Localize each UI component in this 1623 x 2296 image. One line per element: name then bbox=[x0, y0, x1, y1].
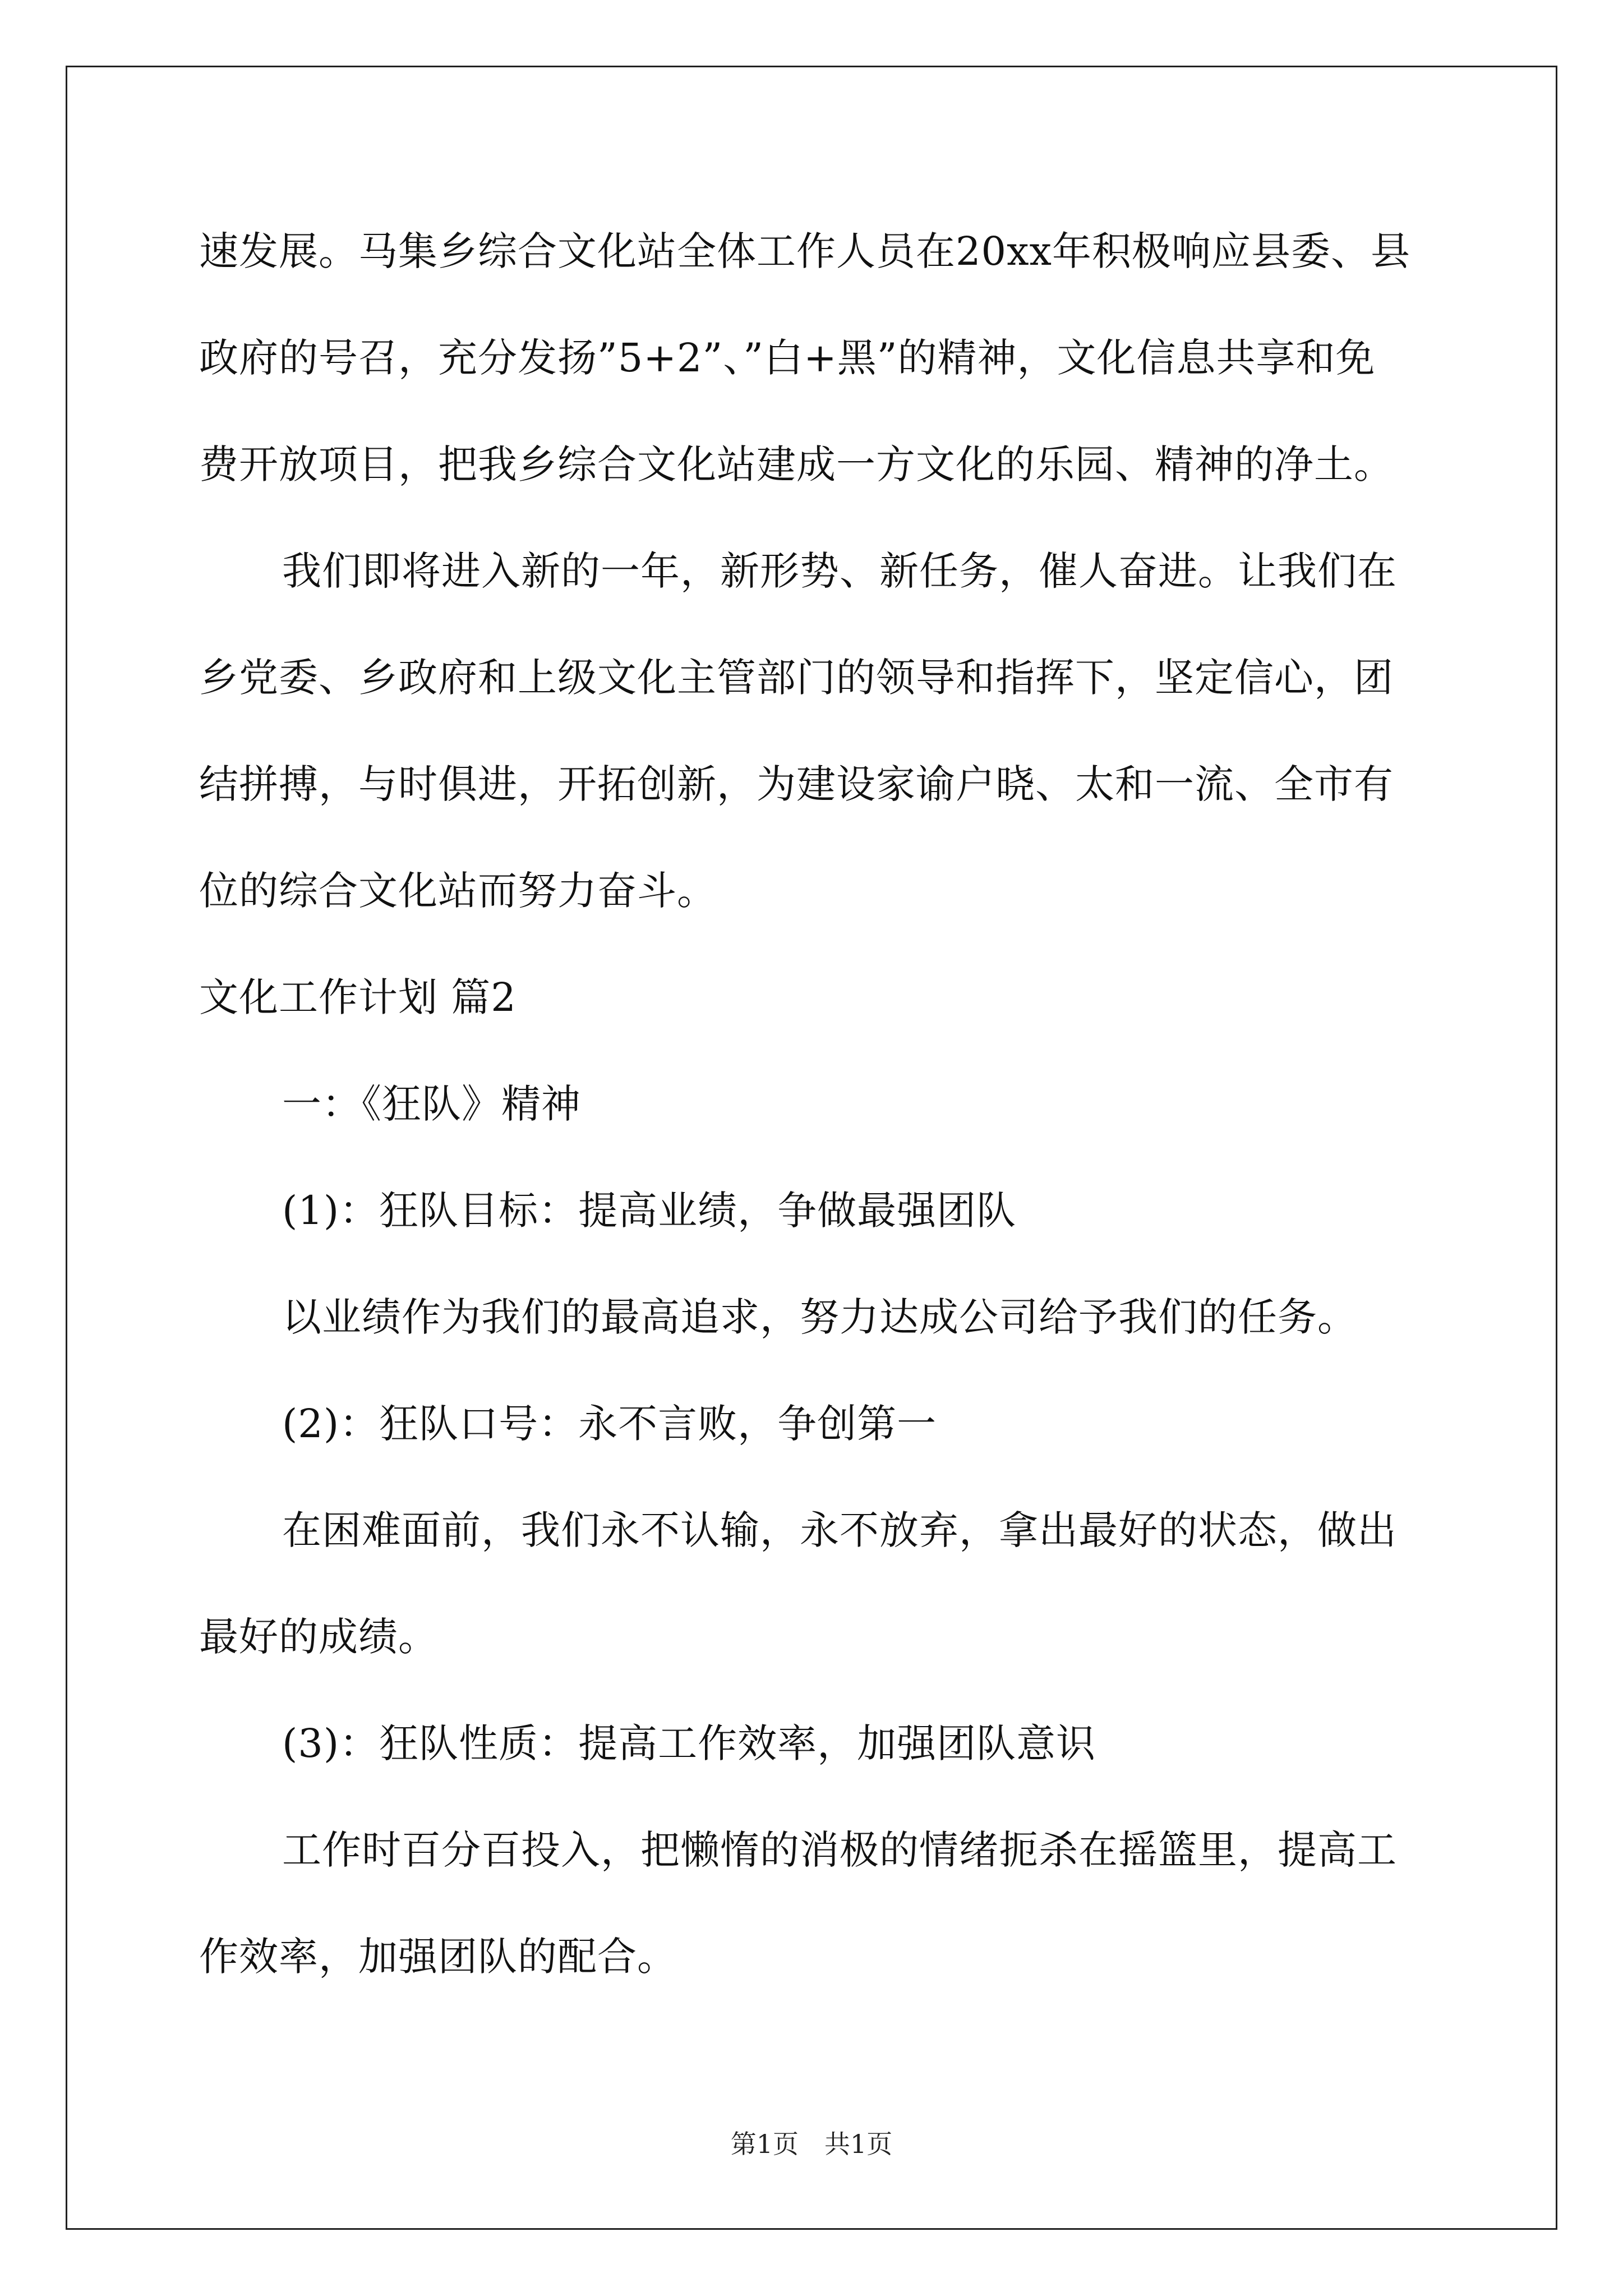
paragraph-line: 最好的成绩。 bbox=[199, 1614, 438, 1660]
paragraph-line: 政府的号召，充分发扬”5+2”、”白+黑”的精神，文化信息共享和免 bbox=[199, 335, 1376, 381]
paragraph-line: 结拼搏，与时俱进，开拓创新，为建设家谕户晓、太和一流、全市有 bbox=[199, 761, 1394, 807]
paragraph-line: 乡党委、乡政府和上级文化主管部门的领导和指挥下，坚定信心，团 bbox=[199, 655, 1394, 701]
page-footer: 第1页 共1页 bbox=[730, 2129, 893, 2159]
paragraph-line: 速发展。马集乡综合文化站全体工作人员在20xx年积极响应县委、县 bbox=[199, 228, 1411, 274]
paragraph-line: 作效率，加强团队的配合。 bbox=[199, 1934, 677, 1980]
paragraph-line: 以业绩作为我们的最高追求，努力达成公司给予我们的任务。 bbox=[282, 1294, 1357, 1340]
subsection-heading: 一：《狂队》精神 bbox=[282, 1081, 581, 1127]
paragraph-line: 费开放项目，把我乡综合文化站建成一方文化的乐园、精神的净土。 bbox=[199, 441, 1394, 487]
item-heading: (2)：狂队口号：永不言败，争创第一 bbox=[282, 1401, 937, 1447]
paragraph-line: 我们即将进入新的一年，新形势、新任务，催人奋进。让我们在 bbox=[282, 548, 1397, 594]
page-border bbox=[66, 66, 1557, 2230]
item-heading: (1)：狂队目标：提高业绩，争做最强团队 bbox=[282, 1188, 1017, 1234]
paragraph-line: 在困难面前，我们永不认输，永不放弃，拿出最好的状态，做出 bbox=[282, 1507, 1397, 1553]
paragraph-line: 位的综合文化站而努力奋斗。 bbox=[199, 868, 717, 914]
section-heading: 文化工作计划 篇2 bbox=[199, 974, 517, 1020]
paragraph-line: 工作时百分百投入，把懒惰的消极的情绪扼杀在摇篮里，提高工 bbox=[282, 1827, 1397, 1873]
item-heading: (3)：狂队性质：提高工作效率，加强团队意识 bbox=[282, 1720, 1096, 1766]
